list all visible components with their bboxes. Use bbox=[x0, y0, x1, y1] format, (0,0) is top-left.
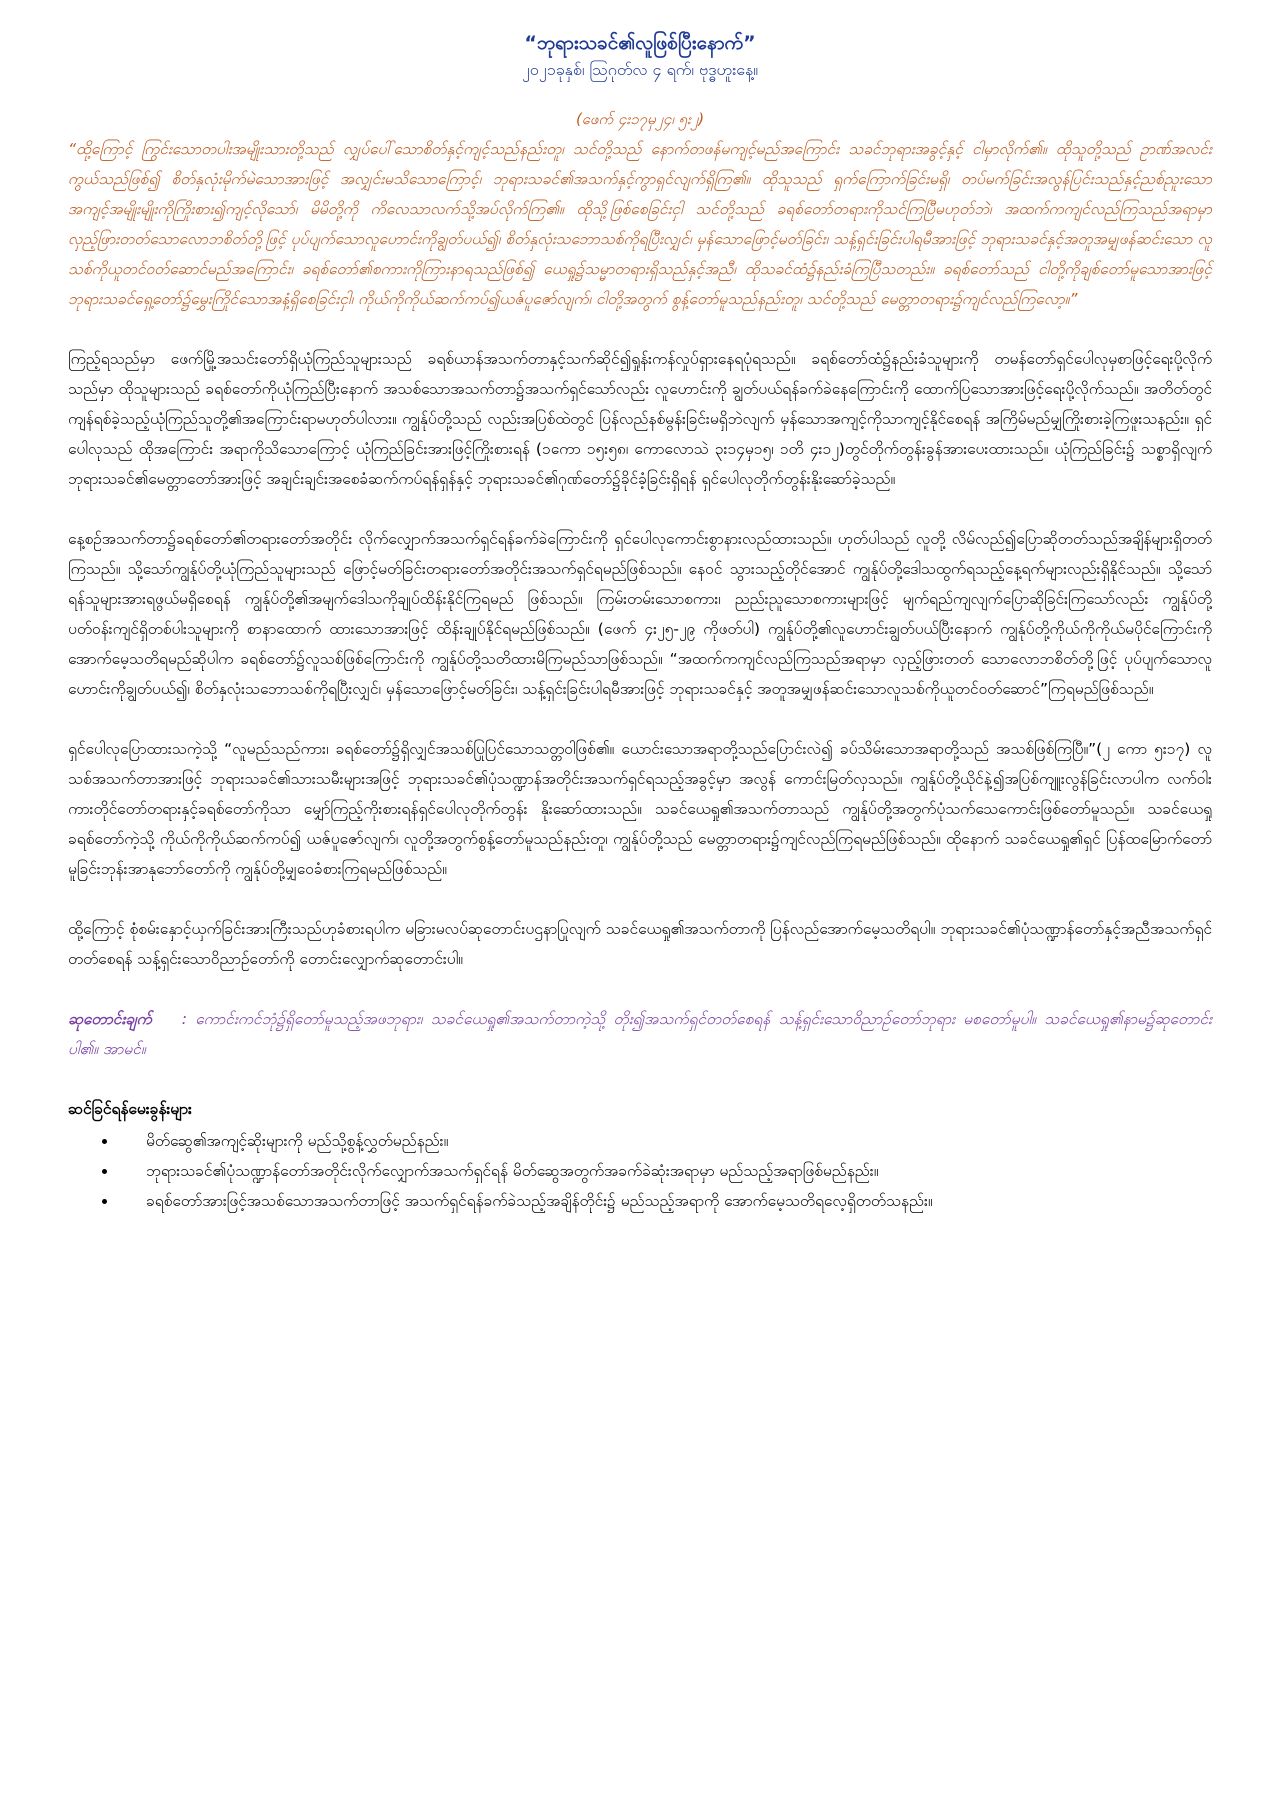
body-paragraph-1: ကြည့်ရသည်မှာ ဖေက်မြို့အသင်းတော်ရှိယုံကြည်သူများသည် ခရစ်ယာန်အသက်တာနှင့်သက်ဆိုင်၍ရှုန်းကန်လှုပ်ရှားနေရပုံရသည်။ ခရစ်တော်ထံ၌နည်းခံသူများကို တမန်တော်ရှင်ပေါလုမှစာဖြင့်ရေးပို့လိုက်သည်မှာ ထိုသူများသည် ခရစ်တော်ကိုယုံကြည်ပြီးနောက် အသစ်သောအသက်တာ၌အသက်ရှင်သော်လည်း လူဟောင်းကို ချွတ်ပယ်ရန်ခက်ခဲနေကြောင်းကို ထောက်ပြသောအားဖြင့်ရေးပို့လိုက်သည်။ အတိတ်တွင်ကျန်ရစ်ခဲ့သည့်ယုံကြည်သူတို့၏အကြောင်းရာမဟုတ်ပါလား။ ကျွန်ုပ်တို့သည် လည်းအပြစ်ထဲတွင် ပြန်လည်နစ်မွန်းခြင်းမရှိဘဲလျက် မှန်သောအကျင့်ကိုသာကျင့်နိုင်စေရန် အကြိမ်မည်မျှကြိုးစားခဲ့ကြဖူးသနည်း။ ရှင်ပေါလုသည် ထိုအကြောင်း အရာကိုသိသောကြောင့် ယုံကြည်ခြင်းအားဖြင့်ကြိုးစားရန် (၁ကော ၁၅း၅၈၊ ကောလောသဲ ၃း၁၄မှ၁၅၊ ၁တိ ၄း၁၂)တွင်တိုက်တွန်းခွန်အားပေးထားသည်။ ယုံကြည်ခြင်း၌ သစ္စာရှိလျက် ဘုရားသခင်၏မေတ္တာတော်အားဖြင့် အချင်းချင်းအစေခံဆက်ကပ်ရန်ရှန်နှင့် ဘုရားသခင်၏ဂုဏ်တော်၌ခိုင်ခံ့ခြင်းရှိရန် ရှင်ပေါလုတိုက်တွန်းနိုးဆော်ခဲ့သည်။ bbox=[68, 350, 1212, 488]
question-item: • ခရစ်တော်အားဖြင့်အသစ်သောအသက်တာဖြင့် အသက်ရှင်ရန်ခက်ခဲသည့်အချိန်တိုင်း၌ မည်သည့်အရာကို အောက်မေ့သတိရလေ့ရှိတတ်သနည်း။ bbox=[118, 1186, 1212, 1216]
prayer bbox=[68, 1004, 1212, 1064]
discussion-questions bbox=[68, 1126, 1212, 1216]
body-paragraph-3: ရှင်ပေါလုပြောထားသကဲ့သို့ “လူမည်သည်ကား၊ ခရစ်တော်၌ရှိလျှင်အသစ်ပြုပြင်သောသတ္တဝါဖြစ်၏။ ယောင်းသောအရာတို့သည်ပြောင်းလဲ၍ ခပ်သိမ်းသောအရာတို့သည် အသစ်ဖြစ်ကြပြီ။”(၂ ကော ၅း၁၇) လူသစ်အသက်တာအားဖြင့် ဘုရားသခင်၏သားသမီးများအဖြင့် ဘုရားသခင်၏ပုံသဏ္ဍာန်အတိုင်းအသက်ရှင်ရသည့်အခွင့်မှာ အလွန် ကောင်းမြတ်လှသည်။ ကျွန်ုပ်တို့ယိုင်နဲ့၍အပြစ်ကျူးလွန်ခြင်းလာပါက လက်ဝါးကားတိုင်တော်တရားနှင့်ခရစ်တော်ကိုသာ မျှော်ကြည့်ကိုးစားရန်ရှင်ပေါလုတိုက်တွန်း နိုးဆော်ထားသည်။ သခင်ယေရှု၏အသက်တာသည် ကျွန်ုပ်တို့အတွက်ပုံသက်သေကောင်းဖြစ်တော်မူသည်။ သခင်ယေရှုခရစ်တော်ကဲ့သို့ ကိုယ်ကိုကိုယ်ဆက်ကပ်၍ ယဇ်ပူဇော်လျက်၊ လူတို့အတွက်စွန့်တော်မူသည်နည်းတူ၊ ကျွန်ုပ်တို့သည် မေတ္တာတရား၌ကျင်လည်ကြရမည်ဖြစ်သည်။ ထိုနောက် သခင်ယေရှု၏ရှင် ပြန်ထမြောက်တော် မူခြင်းဘုန်းအာနုဘော်တော်ကို ကျွန်ုပ်တို့မျှဝေခံစားကြရမည်ဖြစ်သည်။ bbox=[68, 740, 1212, 878]
body-paragraph-2: နေ့စဉ်အသက်တာ၌ခရစ်တော်၏တရားတော်အတိုင်း လိုက်လျှောက်အသက်ရှင်ရန်ခက်ခဲကြောင်းကို ရှင်ပေါလုကောင်းစွာနားလည်ထားသည်။ ဟုတ်ပါသည် လူတို့ လိမ်လည်၍ပြောဆိုတတ်သည်အချိန်များရှိတတ်ကြသည်။ သို့သော်ကျွန်ုပ်တို့ယုံကြည်သူများသည် ဖြောင့်မတ်ခြင်းတရားတော်အတိုင်းအသက်ရှင်ရမည်ဖြစ်သည်။ နေဝင် သွားသည့်တိုင်အောင် ကျွန်ုပ်တို့ဒေါသထွက်ရသည့်နေ့ရက်များလည်းရှိနိုင်သည်။ သို့သော် ရန်သူများအားရဖွယ်မရှိစေရန် ကျွန်ုပ်တို့၏အမျက်ဒေါသကိုချုပ်ထိန်းနိုင်ကြရမည် ဖြစ်သည်။ ကြမ်းတမ်းသောစကား၊ ညည်းညူသောစကားများဖြင့် မျက်ရည်ကျလျက်ပြောဆိုခြင်းကြသော်လည်း ကျွန်ုပ်တို့ပတ်ဝန်းကျင်ရှိတစ်ပါးသူများကို စာနာထောက် ထားသောအားဖြင့် ထိန်းချုပ်နိုင်ရမည်ဖြစ်သည်။ (ဖေက် ၄း၂၅-၂၉ ကိုဖတ်ပါ) ကျွန်ုပ်တို့၏လူဟောင်းချွတ်ပယ်ပြီးနောက် ကျွန်ုပ်တို့ကိုယ်ကိုကိုယ်မပိုင်ကြောင်းကို အောက်မေ့သတိရမည်ဆိုပါက ခရစ်တော်၌လူသစ်ဖြစ်ကြောင်းကို ကျွန်ုပ်တို့သတိထားမိကြမည်သာဖြစ်သည်။ “အထက်ကကျင်လည်ကြသည်အရာမှာ လှည့်ဖြားတတ် သောလောဘစိတ်တို့ဖြင့် ပုပ်ပျက်သောလူဟောင်းကိုချွတ်ပယ်၍၊ စိတ်နှလုံးသဘောသစ်ကိုရပြီးလျှင်၊ မှန်သောဖြောင့်မတ်ခြင်း၊ သန့်ရှင်းခြင်းပါရမီအားဖြင့် ဘုရားသခင်နှင့် အတူအမျှဖန်ဆင်းသောလူသစ်ကိုယူတင်ဝတ်ဆောင်”ကြရမည်ဖြစ်သည်။ bbox=[68, 530, 1212, 698]
prayer-text: : ကောင်းကင်ဘုံ၌ရှိတော်မူသည့်အဖဘုရား၊ သခင်ယေရှု၏အသက်တာကဲ့သို့ တိုး၍အသက်ရှင်တတ်စေရန် သန့်ရှင်းသောဝိညာဉ်တော်ဘုရား မစတော်မူပါ။ သခင်ယေရှု၏နာမ၌ဆုတောင်းပါ၏။ အာမင်။ bbox=[68, 1010, 1212, 1058]
date-line: ၂၀၂၁ခုနှစ်၊ ဩဂုတ်လ ၄ ရက်၊ ဗုဒ္ဓဟူးနေ့။ bbox=[521, 60, 759, 79]
scripture-quote: “ထို့ကြောင့် ကြွင်းသောတပါးအမျိုးသားတို့သည် လျှပ်ပေါ်သောစိတ်နှင့်ကျင့်သည်နည်းတူ၊ သင်တို့သည် နောက်တဖန်မကျင့်မည်အကြောင်း သခင်ဘုရားအခွင့်နှင့် ငါမှာလိုက်၏။ ထိုသူတို့သည် ဥာဏ်အလင်းကွယ်သည်ဖြစ်၍ စိတ်နှလုံးမိုက်မဲသောအားဖြင့် အလျှင်းမသိသောကြောင့်၊ ဘုရားသခင်၏အသက်နှင့်ကွာရှင်လျက်ရှိကြ၏။ ထိုသူသည် ရှက်ကြောက်ခြင်းမရှိ၊ တပ်မက်ခြင်းအလွန်ပြင်းသည်နှင့်ညစ်ညူးသော အကျင့်အမျိုးမျိုးကိုကြိုးစား၍ကျင့်လိုသော်၊ မိမိတို့ကို ကိလေသာလက်သို့အပ်လိုက်ကြ၏။ ထိုသို့ဖြစ်စေခြင်းငှါ သင်တို့သည် ခရစ်တော်တရားကိုသင်ကြပြီမဟုတ်ဘဲ၊ အထက်ကကျင်လည်ကြသည်အရာမှာ လှည့်ဖြားတတ်သောလောဘစိတ်တို့ဖြင့် ပုပ်ပျက်သောလူဟောင်းကိုချွတ်ပယ်၍၊ စိတ်နှလုံးသဘောသစ်ကိုရပြီးလျှင်၊ မှန်သောဖြောင့်မတ်ခြင်း၊ သန့်ရှင်းခြင်းပါရမီအားဖြင့် ဘုရားသခင်နှင့်အတူအမျှဖန်ဆင်းသော လူသစ်ကိုယူတင်ဝတ်ဆောင်မည်အကြောင်း၊ ခရစ်တော်၏စကားကိုကြားနာရသည်ဖြစ်၍ ယေရှု၌သမ္မာတရားရှိသည်နှင့်အညီ၊ ထိုသခင်ထံ၌နည်းခံကြပြီသတည်း။ ခရစ်တော်သည် ငါတို့ကိုချစ်တော်မူသောအားဖြင့် ဘုရားသခင်ရှေ့တော်၌မွှေးကြိုင်သောအနံ့ရှိစေခြင်းငှါ၊ ကိုယ်ကိုကိုယ်ဆက်ကပ်၍ယဇ်ပူဇော်လျက်၊ ငါတို့အတွက် စွန့်တော်မူသည်နည်းတူ၊ သင်တို့သည် မေတ္တာတရား၌ကျင်လည်ကြလော့။” bbox=[68, 140, 1212, 308]
body-paragraph-4: ထို့ကြောင့် စုံစမ်းနှောင့်ယှက်ခြင်းအားကြီးသည်ဟုခံစားရပါက မခြားမလပ်ဆုတောင်းပဌနာပြုလျက် သခင်ယေရှု၏အသက်တာကို ပြန်လည်အောက်မေ့သတိရပါ။ ဘုရားသခင်၏ပုံသဏ္ဍာန်တော်နှင့်အညီအသက်ရှင်တတ်စေရန် သန့်ရှင်းသောဝိညာဉ်တော်ကို တောင်းလျှောက်ဆုတောင်းပါ။ bbox=[68, 920, 1212, 968]
question-item: • ဘုရားသခင်၏ပုံသဏ္ဍာန်တော်အတိုင်းလိုက်လျှောက်အသက်ရှင်ရန် မိတ်ဆွေအတွက်အခက်ခဲဆုံးအရာမှာ မည်သည့်အရာဖြစ်မည်နည်း။ bbox=[118, 1156, 1212, 1186]
prayer-label: ဆုတောင်းချက် bbox=[68, 1010, 152, 1028]
question-item: • မိတ်ဆွေ၏အကျင့်ဆိုးများကို မည်သို့စွန့်လွှတ်မည်နည်း။ bbox=[118, 1126, 1212, 1156]
page-title: “ဘုရားသခင်၏လူဖြစ်ပြီးနောက်” bbox=[524, 32, 756, 54]
discussion-heading: ဆင်ခြင်ရန်မေးခွန်းများ bbox=[68, 1100, 192, 1118]
scripture-reference: (ဖေက် ၄း၁၇မှ၂၄၊ ၅း၂) bbox=[575, 110, 705, 128]
